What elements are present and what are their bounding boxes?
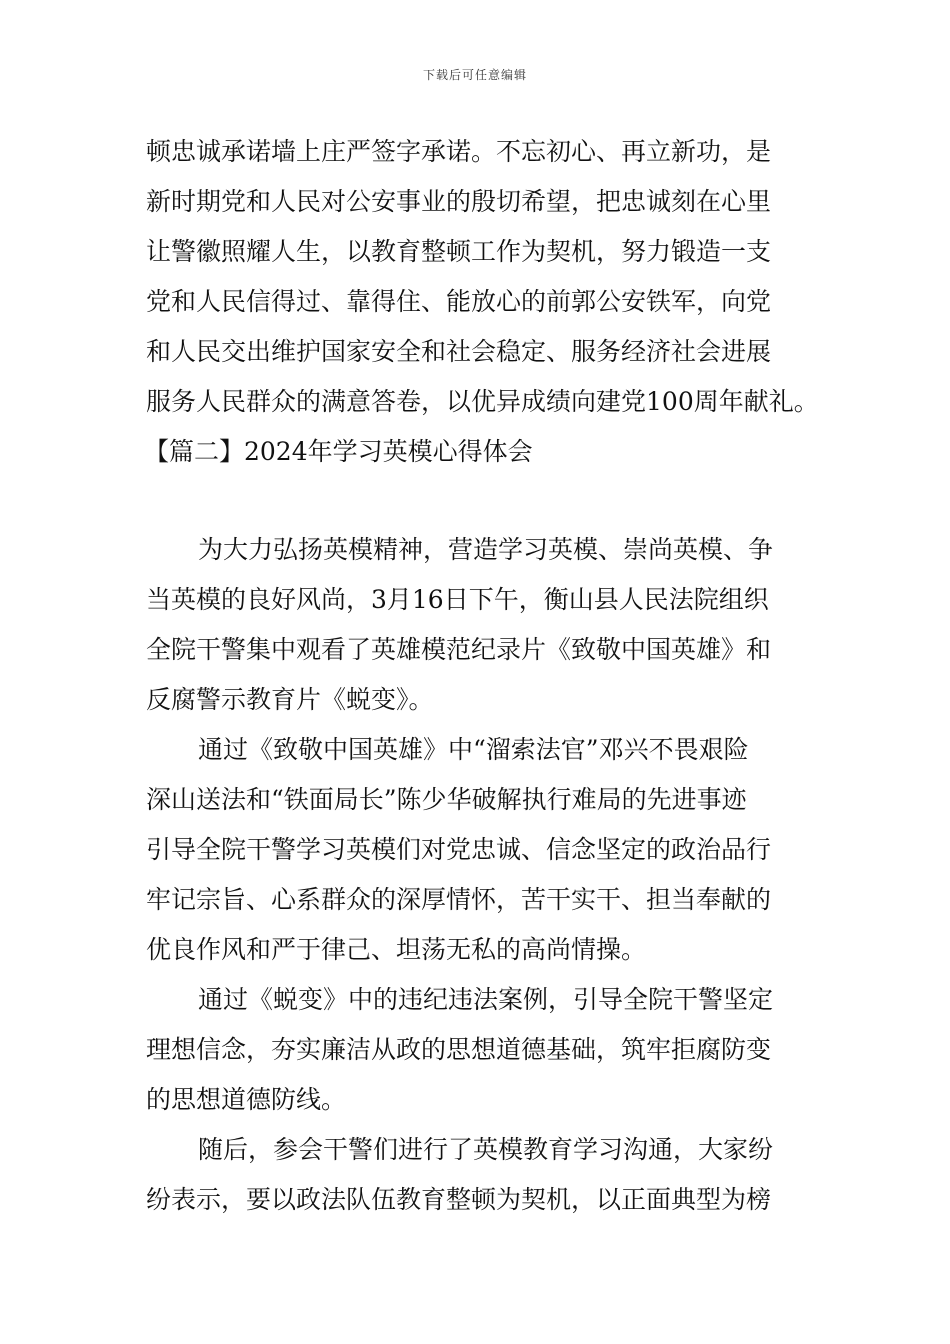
text-line: 服务人民群众的满意答卷，以优异成绩向建党100周年献礼。 [146, 387, 819, 416]
section-1-continued-paragraph [146, 127, 818, 427]
text-line: 全院干警集中观看了英雄模范纪录片《致敬中国英雄》和 [146, 635, 772, 664]
text-line: 随后，参会干警们进行了英模教育学习沟通，大家纷 [198, 1135, 774, 1164]
text-line: 深山送法和“铁面局长”陈少华破解执行难局的先进事迹 [146, 785, 747, 814]
text-line: 纷表示，要以政法队伍教育整顿为契机，以正面典型为榜 [146, 1185, 772, 1214]
document-body [146, 127, 818, 1225]
text-line: 优良作风和严于律己、坦荡无私的高尚情操。 [146, 935, 647, 964]
text-line: 通过《致敬中国英雄》中“溜索法官”邓兴不畏艰险 [198, 735, 749, 764]
paragraph-3 [146, 975, 818, 1125]
page-header-note: 下载后可任意编辑 [422, 68, 527, 82]
text-line: 牢记宗旨、心系群众的深厚情怀，苦干实干、担当奉献的 [146, 885, 772, 914]
text-line: 为大力弘扬英模精神，营造学习英模、崇尚英模、争 [198, 535, 774, 564]
text-line: 党和人民信得过、靠得住、能放心的前郭公安铁军，向党 [146, 287, 772, 316]
text-line: 的思想道德防线。 [146, 1085, 347, 1114]
text-line: 通过《蜕变》中的违纪违法案例，引导全院干警坚定 [198, 985, 774, 1014]
text-line: 让警徽照耀人生，以教育整顿工作为契机，努力锻造一支 [146, 237, 772, 266]
blank-spacer [146, 477, 818, 525]
paragraph-2 [146, 725, 818, 975]
paragraph-1 [146, 525, 818, 725]
text-line: 当英模的良好风尚，3月16日下午，衡山县人民法院组织 [146, 585, 769, 614]
text-line: 顿忠诚承诺墙上庄严签字承诺。不忘初心、再立新功，是 [146, 137, 772, 166]
text-line: 引导全院干警学习英模们对党忠诚、信念坚定的政治品行 [146, 835, 772, 864]
text-line: 新时期党和人民对公安事业的殷切希望，把忠诚刻在心里 [146, 187, 772, 216]
text-line: 和人民交出维护国家安全和社会稳定、服务经济社会进展 [146, 337, 772, 366]
text-line: 反腐警示教育片《蜕变》。 [146, 685, 434, 714]
paragraph-4 [146, 1125, 818, 1225]
section-2-heading: 【篇二】2024年学习英模心得体会 [144, 437, 533, 466]
text-line: 理想信念，夯实廉洁从政的思想道德基础，筑牢拒腐防变 [146, 1035, 772, 1064]
